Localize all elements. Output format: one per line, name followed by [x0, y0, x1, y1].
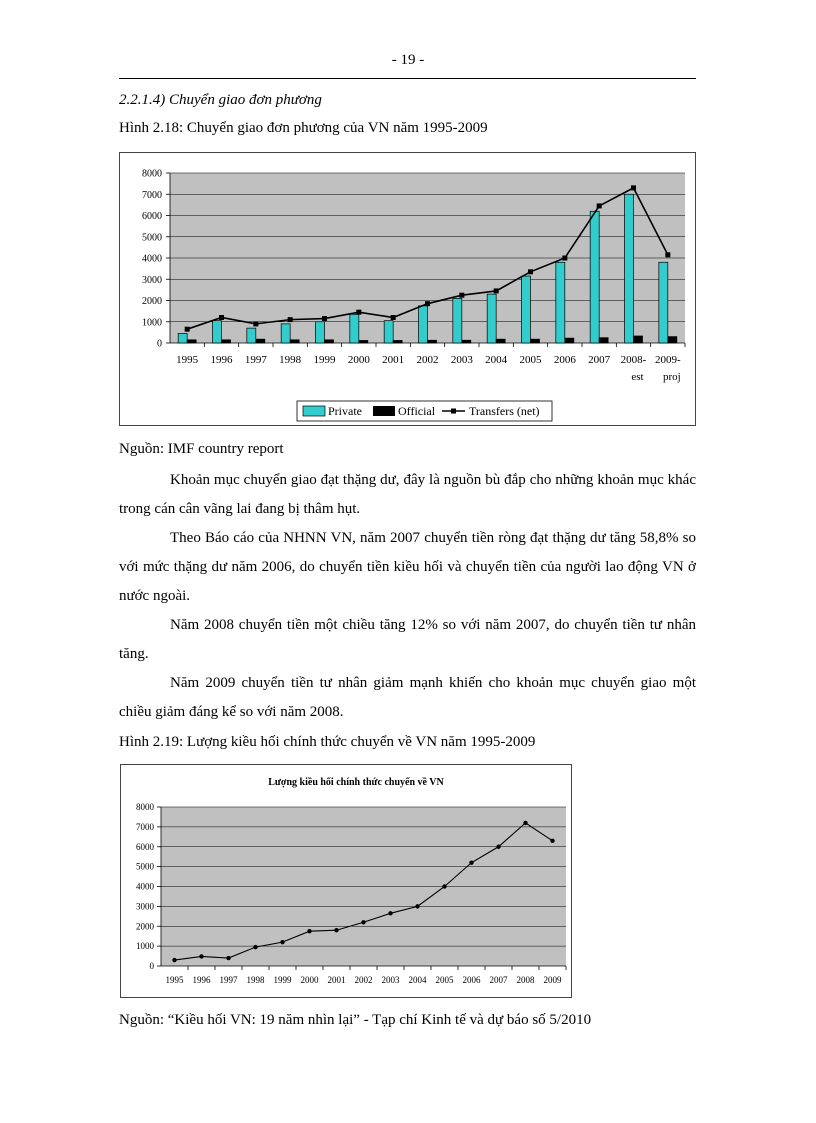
chart1-x-tick-label: 1997	[244, 354, 267, 366]
chart1-x-tick-label: 2007	[588, 354, 611, 366]
chart1-point-transfers	[185, 327, 190, 332]
chart2-x-tick-label: 1999	[273, 975, 292, 985]
chart2-x-tick-label: 1995	[165, 975, 184, 985]
chart1-point-transfers	[288, 317, 293, 322]
chart2-x-tick-label: 2007	[489, 975, 508, 985]
chart1-x-tick-label: proj	[662, 371, 681, 383]
chart1-bar-private	[556, 262, 565, 343]
chart1-y-tick-label: 3000	[142, 274, 162, 286]
chart2-point-remittance	[226, 956, 230, 960]
section-heading: 2.2.1.4) Chuyển giao đơn phương	[119, 92, 322, 108]
chart2-y-tick-label: 6000	[136, 841, 154, 852]
chart2-x-tick-label: 2003	[381, 975, 400, 985]
chart2-x-tick-label: 2009	[543, 975, 562, 985]
chart1-x-tick-label: 1999	[313, 354, 336, 366]
chart2-y-tick-label: 5000	[136, 861, 154, 872]
chart1-bar-official	[634, 336, 643, 343]
chart1-y-tick-label: 5000	[142, 232, 162, 244]
chart1-x-tick-label: 2003	[450, 354, 473, 366]
chart1-point-transfers	[219, 315, 224, 320]
chart2-point-remittance	[496, 845, 500, 849]
chart2-y-tick-label: 7000	[136, 821, 154, 832]
chart2-title: Lượng kiều hối chính thức chuyển về VN	[268, 777, 444, 788]
chart1-x-tick-label: 2006	[553, 354, 576, 366]
chart2-y-tick-label: 2000	[136, 921, 154, 932]
figure1-source: Nguồn: IMF country report	[119, 441, 284, 457]
chart1-legend-label-private: Private	[328, 404, 362, 418]
chart2-y-tick-label: 1000	[136, 941, 154, 952]
chart2-y-tick-label: 3000	[136, 901, 154, 912]
chart1-bar-official	[325, 340, 334, 343]
chart1-x-tick-label: 1995	[176, 354, 199, 366]
chart2-x-tick-label: 2008	[516, 975, 535, 985]
chart1-bar-private	[178, 333, 187, 343]
chart1-svg	[120, 153, 695, 425]
paragraph-4-text: Năm 2009 chuyển tiền tư nhân giảm mạnh khiến cho khoản mục chuyển giao một chiều giảm đáng kể so với năm 2008.	[119, 675, 696, 720]
chart2-x-tick-label: 2005	[435, 975, 454, 985]
figure2-caption: Hình 2.19: Lượng kiều hối chính thức chuyển về VN năm 1995-2009	[119, 734, 536, 750]
chart2-svg	[121, 765, 571, 997]
chart1-y-tick-label: 4000	[142, 253, 162, 265]
chart1-bar-private	[247, 328, 256, 343]
chart2-point-remittance	[550, 839, 554, 843]
chart2-y-tick-label: 8000	[136, 802, 154, 812]
chart1-bar-official	[496, 339, 505, 343]
chart1-point-transfers	[562, 256, 567, 261]
chart1-bar-private	[384, 321, 393, 343]
chart1-x-tick-label: 2004	[485, 354, 508, 366]
chart1-bar-private	[316, 322, 325, 343]
chart1-y-tick-label: 7000	[142, 189, 162, 201]
chart1-point-transfers	[494, 288, 499, 293]
chart1-x-tick-label: est	[631, 371, 644, 383]
chart1-bar-private	[453, 298, 462, 343]
chart1-bar-official	[565, 338, 574, 343]
chart1-x-tick-label: 2005	[519, 354, 542, 366]
chart2-x-tick-label: 2000	[300, 975, 319, 985]
chart1-bar-official	[359, 340, 368, 343]
chart1-bar-private	[281, 324, 290, 343]
chart2-point-remittance	[199, 954, 203, 958]
chart1-bar-private	[625, 194, 634, 343]
chart2-x-tick-label: 2001	[327, 975, 346, 985]
chart1-y-tick-label: 8000	[142, 168, 162, 180]
chart2-point-remittance	[469, 860, 473, 864]
paragraph-3-text: Năm 2008 chuyển tiền một chiều tăng 12% so với năm 2007, do chuyển tiền tư nhân tăng.	[119, 617, 696, 662]
chart1-bar-official	[599, 338, 608, 343]
chart1-frame	[119, 152, 696, 426]
chart1-bar-private	[350, 314, 359, 343]
chart2-point-remittance	[253, 945, 257, 949]
chart2-x-tick-label: 2006	[462, 975, 481, 985]
chart2-point-remittance	[280, 940, 284, 944]
chart1-point-transfers	[356, 310, 361, 315]
chart2-point-remittance	[334, 928, 338, 932]
chart1-bar-official	[222, 340, 231, 343]
chart2-y-tick-label: 4000	[136, 881, 154, 892]
figure2-source: Nguồn: “Kiều hối VN: 19 năm nhìn lại” - Tạp chí Kinh tế và dự báo số 5/2010	[119, 1012, 592, 1028]
chart1-legend-label-official: Official	[398, 404, 436, 418]
chart1-bar-private	[590, 211, 599, 343]
chart1-point-transfers	[631, 185, 636, 190]
chart2-point-remittance	[388, 911, 392, 915]
paragraph-3	[119, 611, 696, 669]
chart2-x-tick-label: 1997	[219, 975, 238, 985]
chart1-y-tick-label: 0	[157, 338, 162, 350]
chart1-bar-official	[187, 340, 196, 343]
chart2-point-remittance	[307, 929, 311, 933]
chart1-point-transfers	[459, 293, 464, 298]
chart1-x-tick-label: 2009-	[654, 354, 681, 366]
chart2-x-tick-label: 2004	[408, 975, 427, 985]
chart1-bar-official	[462, 340, 471, 343]
chart1-x-tick-label: 2008-	[620, 354, 647, 366]
chart1-bar-official	[531, 339, 540, 343]
chart1-x-tick-label: 1998	[279, 354, 302, 366]
chart1-bar-official	[393, 340, 402, 343]
chart1-point-transfers	[322, 316, 327, 321]
chart1-y-tick-label: 2000	[142, 296, 162, 307]
chart1-point-transfers	[391, 315, 396, 320]
paragraph-2	[119, 524, 696, 611]
chart1-x-tick-label: 2000	[347, 354, 370, 366]
chart1-y-tick-label: 6000	[142, 211, 162, 222]
chart1-point-transfers	[253, 321, 258, 326]
paragraph-1-text: Khoản mục chuyển giao đạt thặng dư, đây là nguồn bù đắp cho những khoản mục khác trong cán cân vãng lai đang bị thâm hụt.	[119, 472, 696, 517]
chart2-point-remittance	[172, 958, 176, 962]
chart1-point-transfers	[665, 252, 670, 257]
chart1-legend-marker-transfers	[451, 409, 456, 414]
chart1-y-tick-label: 1000	[142, 317, 162, 329]
chart1-bar-official	[668, 337, 677, 343]
paragraph-2-text: Theo Báo cáo của NHNN VN, năm 2007 chuyển tiền ròng đạt thặng dư tăng 58,8% so với mức thặng dư năm 2006, do chuyển tiền kiều hối và chuyển tiền của người lao động VN ở nước ngoài.	[119, 530, 696, 604]
chart1-bar-private	[659, 262, 668, 343]
chart2-x-tick-label: 1996	[192, 975, 211, 985]
chart1-bar-private	[213, 321, 222, 343]
chart2-point-remittance	[523, 821, 527, 825]
chart1-legend-label-transfers: Transfers (net)	[469, 404, 540, 418]
chart2-x-tick-label: 2002	[354, 975, 373, 985]
chart2-point-remittance	[361, 920, 365, 924]
chart1-bar-private	[419, 306, 428, 343]
chart1-legend-swatch-official	[373, 406, 395, 416]
chart1-bar-official	[290, 340, 299, 343]
chart2-point-remittance	[415, 904, 419, 908]
chart1-point-transfers	[528, 269, 533, 274]
paragraph-4	[119, 669, 696, 727]
chart1-x-tick-label: 2001	[382, 354, 405, 366]
chart1-bar-official	[256, 339, 265, 343]
paragraph-1	[119, 466, 696, 524]
chart2-point-remittance	[442, 884, 446, 888]
chart2-x-tick-label: 1998	[246, 975, 265, 985]
chart1-x-tick-label: 2002	[416, 354, 439, 366]
chart1-legend-swatch-private	[303, 406, 325, 416]
figure1-caption: Hình 2.18: Chuyển giao đơn phương của VN năm 1995-2009	[119, 120, 488, 136]
chart2-frame	[120, 764, 572, 998]
chart2-y-tick-label: 0	[149, 961, 154, 971]
page-number: - 19 -	[391, 52, 425, 68]
chart1-point-transfers	[597, 203, 602, 208]
chart1-bar-private	[522, 276, 531, 343]
chart1-point-transfers	[425, 301, 430, 306]
header-rule	[119, 78, 696, 79]
chart1-x-tick-label: 1996	[210, 354, 233, 366]
chart1-bar-private	[487, 294, 496, 343]
chart1-bar-official	[428, 340, 437, 343]
